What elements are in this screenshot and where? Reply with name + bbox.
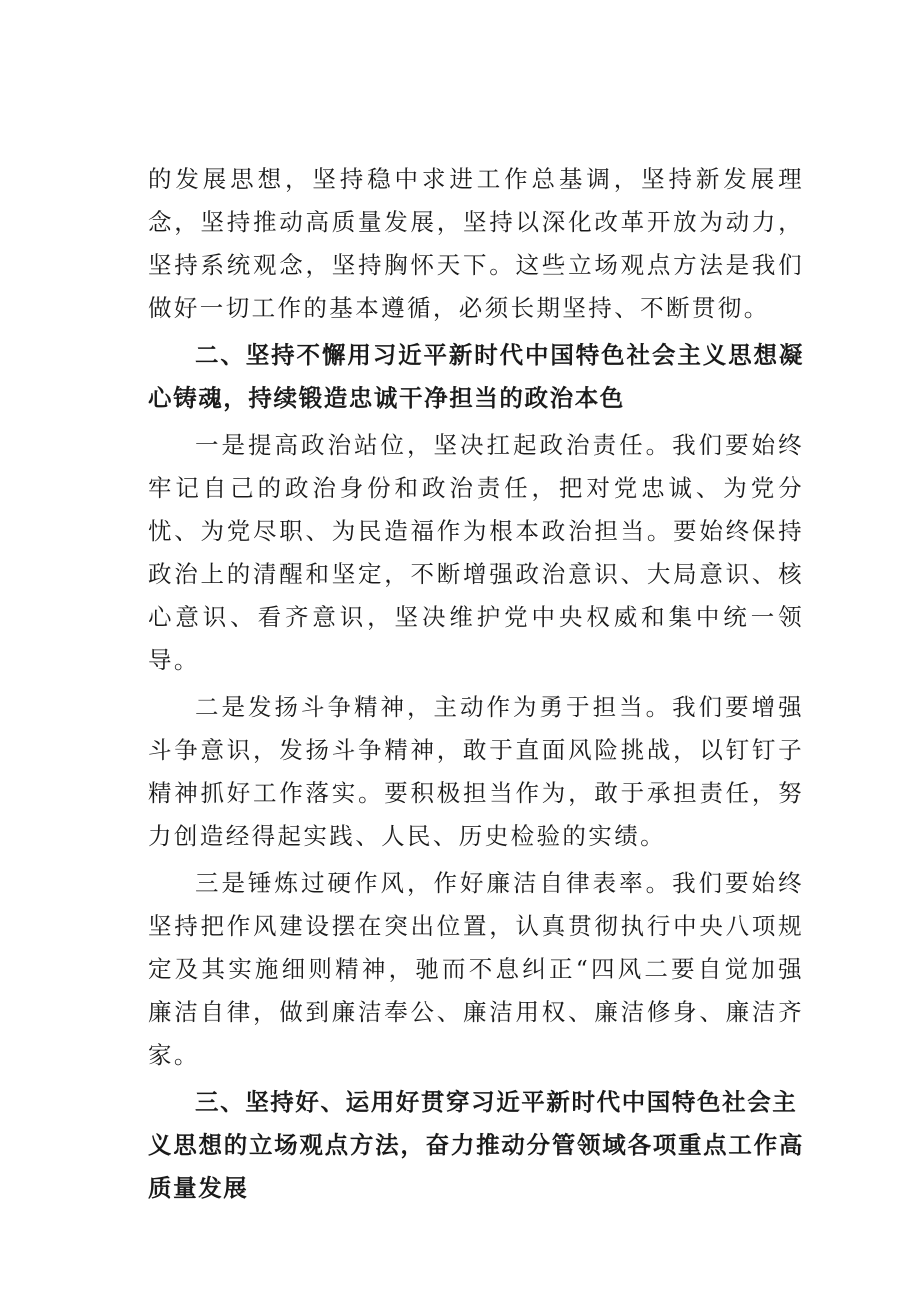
body-paragraph-political-stance: 一是提高政治站位，坚决扛起政治责任。我们要始终牢记自己的政治身份和政治责任，把对党忠诚、为党分忧、为党尽职、为民造福作为根本政治担当。要始终保持政治上的清醒和坚定，不断增强政治意识、大局意识、核心意识、看齐意识，坚决维护党中央权威和集中统一领导。: [148, 431, 804, 674]
section-heading-3: [148, 1081, 804, 1210]
section-heading-3-line1: 三、坚持好、运用好贯穿习近平新时代中国特色社会主: [195, 1088, 798, 1116]
section-heading-2: 二、坚持不懈用习近平新时代中国特色社会主义思想凝心铸魂，持续锻造忠诚干净担当的政治本色: [148, 341, 804, 412]
body-paragraph-work-style: 三是锤炼过硬作风，作好廉洁自律表率。我们要始终坚持把作风建设摆在突出位置，认真贯彻执行中央八项规定及其实施细则精神，驰而不息纠正“四风二要自觉加强廉洁自律，做到廉洁奉公、廉洁用权、廉洁修身、廉洁齐家。: [148, 869, 804, 1069]
body-paragraph-continuation: 的发展思想，坚持稳中求进工作总基调，坚持新发展理念，坚持推动高质量发展，坚持以深化改革开放为动力，坚持系统观念，坚持胸怀天下。这些立场观点方法是我们做好一切工作的基本遵循，必须长期坚持、不断贯彻。: [148, 165, 804, 322]
section-heading-3-rest: 义思想的立场观点方法，奋力推动分管领域各项重点工作高质量发展: [148, 1131, 804, 1202]
document-body: [148, 158, 804, 1210]
body-paragraph-struggle-spirit: 二是发扬斗争精神，主动作为勇于担当。我们要增强斗争意识，发扬斗争精神，敢于直面风险挑战，以钉钉子精神抓好工作落实。要积极担当作为，敢于承担责任，努力创造经得起实践、人民、历史检验的实绩。: [148, 693, 804, 850]
